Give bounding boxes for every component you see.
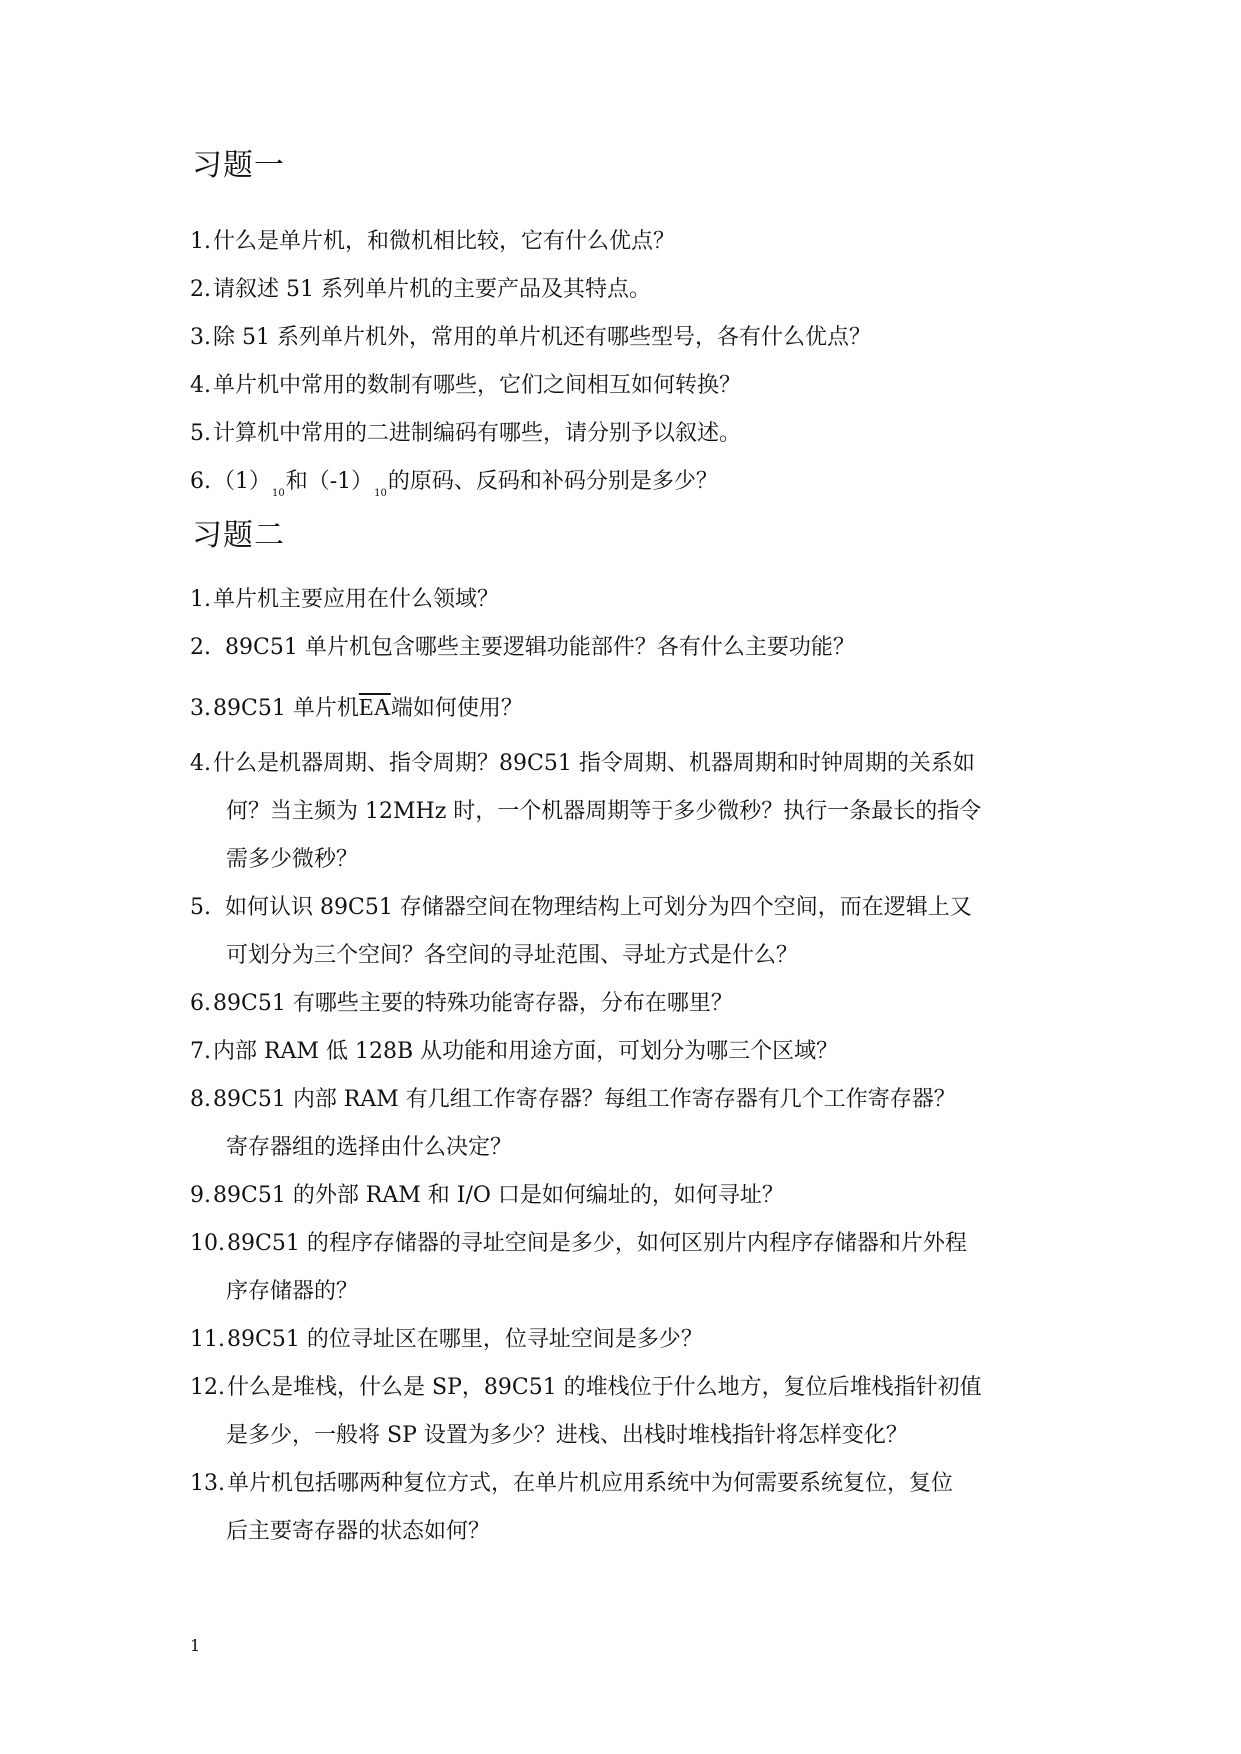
question-2-12: 12.什么是堆栈，什么是 SP，89C51 的堆栈位于什么地方，复位后堆栈指针初值 是多少，一般将 SP 设置为多少？进栈、出栈时堆栈指针将怎样变化？ [190,1375,982,1448]
question-2-6: 6.89C51 有哪些主要的特殊功能寄存器，分布在哪里？ [190,991,733,1016]
subscript-base: 10 [272,488,285,499]
question-2-11: 11.89C51 的位寻址区在哪里，位寻址空间是多少？ [190,1327,703,1352]
question-1-5: 5.计算机中常用的二进制编码有哪些，请分别予以叙述。 [190,421,742,446]
ea-pin-label: $\overline{EA}$ [358,695,391,721]
page-number: 1 [190,1636,201,1655]
question-2-7: 7.内部 RAM 低 128B 从功能和用途方面，可划分为哪三个区域？ [190,1039,839,1064]
question-2-13: 13.单片机包括哪两种复位方式，在单片机应用系统中为何需要系统复位，复位 后主要寄存器的状态如何？ [190,1471,954,1544]
section-title-exercise-1: 习题一 [192,148,285,183]
question-2-4: 4.什么是机器周期、指令周期？89C51 指令周期、机器周期和时钟周期的关系如 何？当主频为 12MHz 时，一个机器周期等于多少微秒？执行一条最长的指令 需多少微秒？ [190,751,982,872]
question-2-2: 2. 89C51 单片机包含哪些主要逻辑功能部件？各有什么主要功能？ [190,635,855,660]
section-title-exercise-2: 习题二 [192,518,285,553]
question-1-1: 1.什么是单片机，和微机相比较，它有什么优点？ [190,229,676,254]
question-1-4: 4.单片机中常用的数制有哪些，它们之间相互如何转换？ [190,373,742,398]
question-2-9: 9.89C51 的外部 RAM 和 I/O 口是如何编址的，如何寻址？ [190,1183,784,1208]
subscript-base: 10 [374,488,387,499]
question-2-8: 8.89C51 内部 RAM 有几组工作寄存器？每组工作寄存器有几个工作寄存器？ 寄存器组的选择由什么决定？ [190,1087,956,1160]
question-1-2: 2.请叙述 51 系列单片机的主要产品及其特点。 [190,277,651,302]
question-1-3: 3.除 51 系列单片机外，常用的单片机还有哪些型号，各有什么优点？ [190,325,871,350]
question-1-6: $6.(1)_{10}$和$(-1)_{10}$的原码、反码和补码分别是多少？ [190,469,718,499]
question-2-3: 3.89C51 单片机$\overline{EA}$端如何使用？ [190,695,523,721]
question-2-5: 5. 如何认识 89C51 存储器空间在物理结构上可划分为四个空间，而在逻辑上又 可划分为三个空间？各空间的寻址范围、寻址方式是什么？ [190,895,972,968]
question-2-10: 10.89C51 的程序存储器的寻址空间是多少，如何区别片内程序存储器和片外程 序存储器的？ [190,1231,967,1304]
question-2-1: 1.单片机主要应用在什么领域？ [190,587,500,612]
